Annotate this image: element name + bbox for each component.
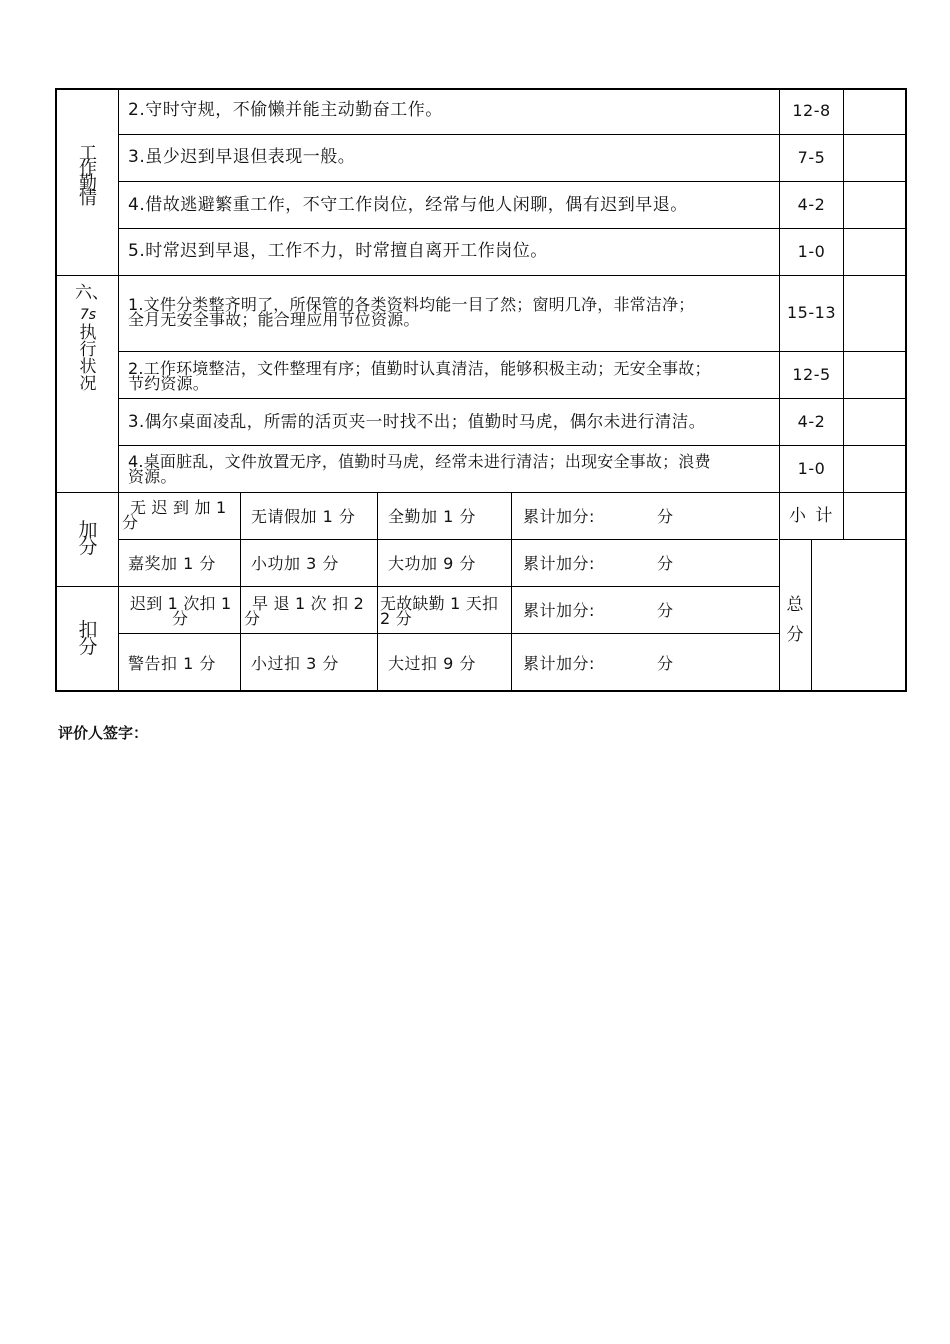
attendance-criterion-4: 4.借故逃避繁重工作，不守工作岗位，经常与他人闲聊，偶有迟到早退。 (128, 195, 688, 215)
row-divider (118, 398, 906, 399)
attendance-score-3: 7-5 (797, 148, 826, 167)
seven-s-label-7s: 7s (79, 307, 97, 323)
attendance-score-2: 12-8 (792, 101, 831, 120)
deduct-absence-line2: 2 分 (380, 609, 412, 628)
deduct-section-label: 扣分 (78, 619, 98, 658)
seven-s-criterion-2 (128, 361, 711, 391)
subtotal-label: 小 计 (789, 506, 835, 526)
seven-s-label-suffix: 执行状况 (79, 323, 97, 394)
row-divider (118, 134, 906, 135)
row-divider (118, 539, 778, 540)
evaluator-signature-label: 评价人签字： (58, 724, 149, 742)
bonus-accumulated-2: 累计加分: (523, 554, 595, 573)
seven-s-section-label (75, 283, 109, 394)
seven-s-label-prefix: 六、 (75, 283, 109, 303)
bonus-col-divider (240, 492, 241, 692)
bonus-section-label: 加分 (78, 519, 98, 558)
bonus-commendation: 嘉奖加 1 分 (128, 554, 216, 573)
seven-s-criterion-2-line1: 2.工作环境整洁，文件整理有序；值勤时认真清洁，能够积极主动；无安全事故； (128, 359, 711, 378)
row-divider (118, 351, 906, 352)
bonus-no-late-line1: 无 迟 到 加 1 (130, 498, 227, 517)
bonus-accumulated-1: 累计加分: (523, 507, 595, 526)
seven-s-score-2: 12-5 (792, 365, 831, 384)
bonus-no-late (122, 500, 238, 530)
total-score-label: 总分 (786, 595, 804, 645)
deduct-early-leave (244, 596, 376, 626)
row-divider (118, 633, 779, 634)
seven-s-score-3: 4-2 (797, 412, 826, 431)
attendance-criterion-2: 2.守时守规，不偷懒并能主动勤奋工作。 (128, 100, 443, 120)
deduct-late-line2: 分 (172, 609, 189, 628)
score-column-divider (779, 88, 780, 692)
attendance-score-5: 1-0 (797, 242, 826, 261)
attendance-section-label: 工作勤情 (79, 143, 97, 209)
seven-s-criterion-4-line2: 资源。 (128, 467, 177, 486)
deduct-accumulated-1-unit: 分 (657, 601, 674, 620)
attendance-criterion-3: 3.虽少迟到早退但表现一般。 (128, 147, 356, 167)
seven-s-criterion-1 (128, 297, 694, 327)
attendance-criterion-5: 5.时常迟到早退，工作不力，时常擅自离开工作岗位。 (128, 241, 548, 261)
seven-s-criterion-1-line1: 1.文件分类整齐明了，所保管的各类资料均能一目了然；窗明几净，非常洁净； (128, 295, 695, 314)
seven-s-criterion-1-line2: 全月无安全事故；能合理应用节位资源。 (128, 310, 420, 329)
deduct-early-leave-line2: 分 (244, 609, 261, 628)
bonus-accumulated-2-unit: 分 (657, 554, 674, 573)
seven-s-score-1: 15-13 (787, 303, 836, 322)
deduct-minor-demerit: 小过扣 3 分 (251, 654, 339, 673)
seven-s-criterion-4-line1: 4.桌面脏乱，文件放置无序，值勤时马虎，经常未进行清洁；出现安全事故；浪费 (128, 452, 711, 471)
row-divider (118, 445, 906, 446)
seven-s-criterion-4 (128, 454, 711, 484)
bonus-no-leave: 无请假加 1 分 (251, 507, 356, 526)
bonus-accumulated-1-unit: 分 (657, 507, 674, 526)
deduct-late (124, 596, 238, 626)
deduct-absence-line1: 无故缺勤 1 天扣 (380, 594, 499, 613)
bonus-major-merit: 大功加 9 分 (388, 554, 476, 573)
bonus-col-divider (511, 492, 512, 692)
deduct-major-demerit: 大过扣 9 分 (388, 654, 476, 673)
grade-column-divider (843, 88, 844, 540)
deduct-absence (380, 596, 510, 626)
total-column-divider (811, 539, 812, 691)
table-right-border (905, 88, 907, 692)
seven-s-score-4: 1-0 (797, 459, 826, 478)
deduct-accumulated-2: 累计加分: (523, 654, 595, 673)
label-column-divider (118, 88, 119, 692)
seven-s-criterion-3: 3.偶尔桌面凌乱，所需的活页夹一时找不出；值勤时马虎，偶尔未进行清洁。 (128, 412, 706, 431)
deduct-accumulated-2-unit: 分 (657, 654, 674, 673)
bonus-no-late-line2: 分 (122, 513, 139, 532)
attendance-score-4: 4-2 (797, 195, 826, 214)
deduct-late-line1: 迟到 1 次扣 1 (130, 594, 232, 613)
table-left-border (55, 88, 57, 692)
row-divider (118, 181, 906, 182)
deduct-warning: 警告扣 1 分 (128, 654, 216, 673)
bonus-full-attendance: 全勤加 1 分 (388, 507, 476, 526)
section-divider (55, 586, 779, 587)
row-divider (118, 228, 906, 229)
seven-s-criterion-2-line2: 节约资源。 (128, 374, 210, 393)
bonus-col-divider (377, 492, 378, 692)
bonus-minor-merit: 小功加 3 分 (251, 554, 339, 573)
deduct-accumulated-1: 累计加分: (523, 601, 595, 620)
deduct-early-leave-line1: 早 退 1 次 扣 2 (252, 594, 364, 613)
